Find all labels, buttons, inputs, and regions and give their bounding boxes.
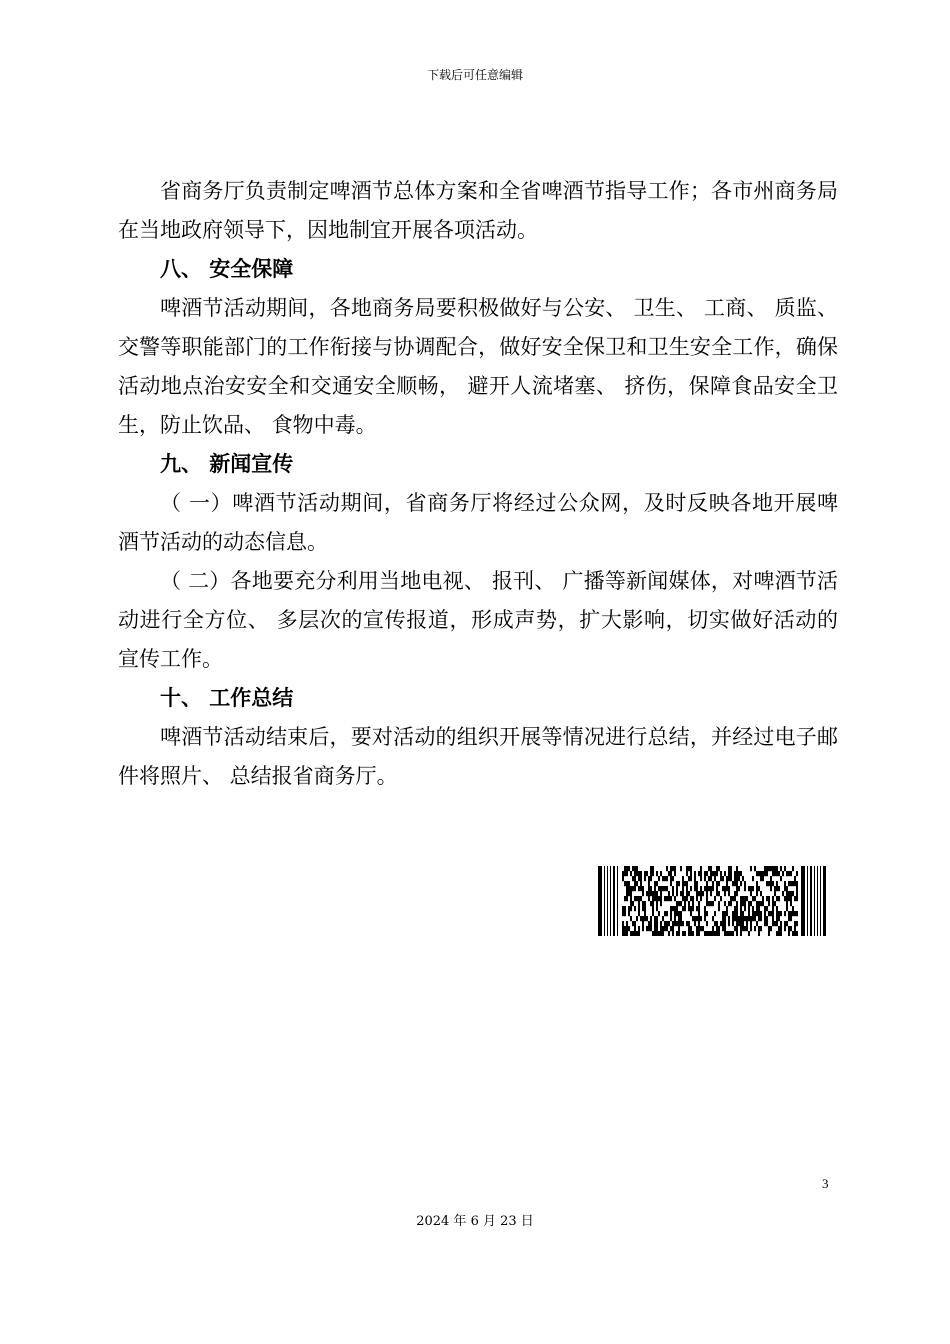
paragraph-safety: 啤酒节活动期间，各地商务局要积极做好与公安、 卫生、 工商、 质监、 交警等职能部门的工作衔接与协调配合，做好安全保卫和卫生安全工作，确保活动地点治安安全和交通安全顺畅， 避开人流堵塞、 挤伤，保障食品安全卫生，防止饮品、 食物中毒。 [118, 296, 838, 437]
footer-date: 2024 年 6 月 23 日 [416, 1214, 534, 1229]
paragraph-publicity-2: （ 二）各地要充分利用当地电视、 报刊、 广播等新闻媒体，对啤酒节活动进行全方位、 多层次的宣传报道，形成声势，扩大影响，切实做好活动的宣传工作。 [118, 569, 838, 671]
section-heading-safety: 八、 安全保障 [160, 257, 294, 281]
section-heading-summary: 十、 工作总结 [160, 686, 294, 710]
pdf417-barcode-icon [598, 866, 826, 936]
paragraph-publicity-1: （ 一）啤酒节活动期间，省商务厅将经过公众网，及时反映各地开展啤酒节活动的动态信息。 [118, 491, 838, 554]
paragraph-summary: 啤酒节活动结束后，要对活动的组织开展等情况进行总结，并经过电子邮件将照片、 总结报省商务厅。 [118, 725, 838, 788]
paragraph-responsibility: 省商务厅负责制定啤酒节总体方案和全省啤酒节指导工作；各市州商务局在当地政府领导下，因地制宜开展各项活动。 [118, 179, 838, 242]
section-heading-publicity: 九、 新闻宣传 [160, 452, 294, 476]
document-body [118, 172, 838, 796]
header-note: 下载后可任意编辑 [426, 68, 523, 82]
page-number: 3 [822, 1176, 829, 1191]
